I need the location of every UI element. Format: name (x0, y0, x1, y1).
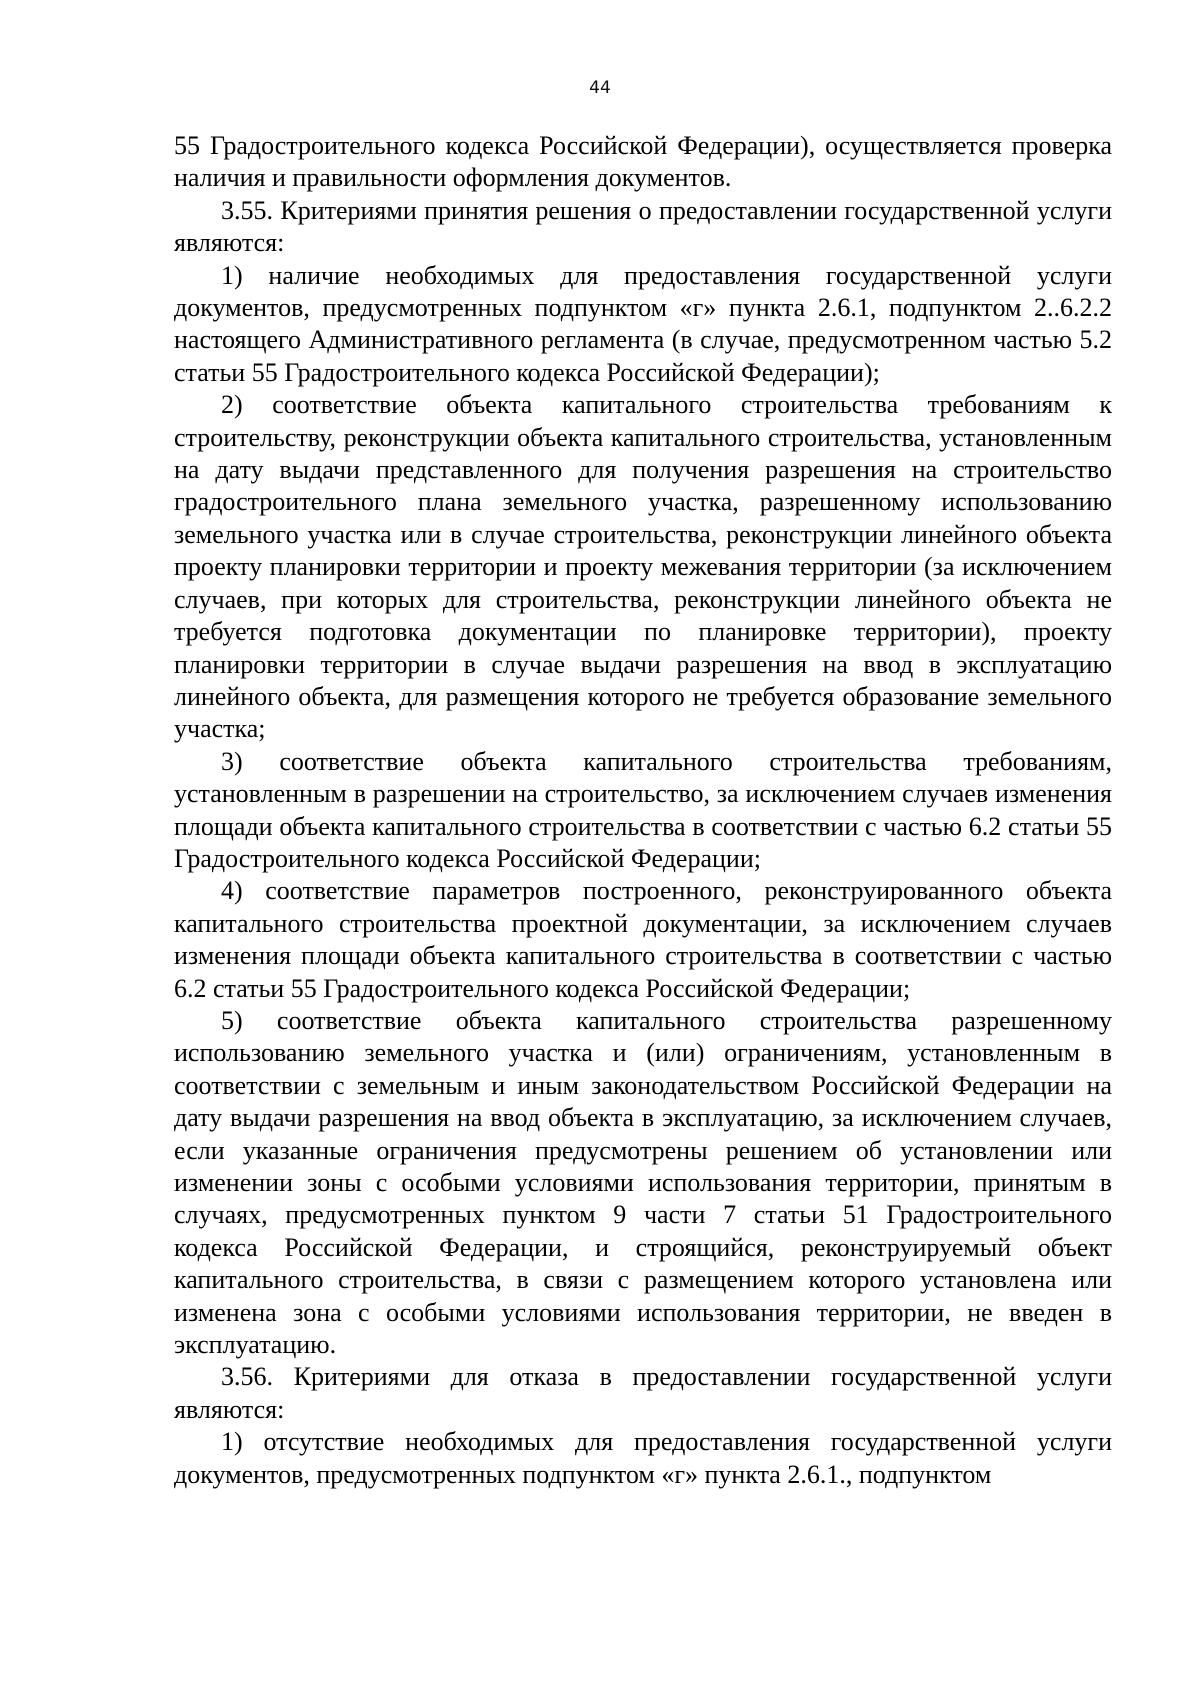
paragraph-3-56-heading: 3.56. Критериями для отказа в предоставлении государственной услуги являются: (174, 1362, 1112, 1424)
paragraph-3-55-heading: 3.55. Критериями принятия решения о предоставлении государственной услуги являются: (174, 195, 1112, 258)
paragraph-continuation: 55 Градостроительного кодекса Российской Федерации), осуществляется проверка наличия и правильности оформления документов. (174, 131, 1112, 193)
paragraph-3-55-item-5: 5) соответствие объекта капитального строительства разрешенному использованию земельного участка и (или) ограничениям, установленным в соответствии с земельным и иным законодательством Российской Федерации на дату выдачи разрешения на ввод объекта в эксплуатацию, за исключением случаев, если указанные ограничения предусмотрены решением об установлении или изменении зоны с особыми условиями использования территории, принятым в случаях, предусмотренных пунктом 9 части 7 статьи 51 Градостроительного кодекса Российской Федерации, и строящийся, реконструируемый объект капитального строительства, в связи с размещением которого установлена или изменена зона с особыми условиями использования территории, не введен в эксплуатацию. (174, 1005, 1112, 1360)
paragraph-3-55-item-4: 4) соответствие параметров построенного, реконструированного объекта капитального строительства проектной документации, за исключением случаев изменения площади объекта капитального строительства в соответствии с частью 6.2 статьи 55 Градостроительного кодекса Российской Федерации; (174, 876, 1112, 1003)
paragraph-3-55-item-1: 1) наличие необходимых для предоставления государственной услуги документов, предусмотренных подпунктом «г» пункта 2.6.1, подпунктом 2..6.2.2 настоящего Административного регламента (в случае, предусмотренном частью 5.2 статьи 55 Градостроительного кодекса Российской Федерации); (174, 260, 1112, 387)
page-number: 44 (589, 78, 611, 98)
paragraph-3-55-item-2: 2) соответствие объекта капитального строительства требованиям к строительству, реконструкции объекта капитального строительства, установленным на дату выдачи представленного для получения разрешения на строительство градостроительного плана земельного участка, разрешенному использованию земельного участка или в случае строительства, реконструкции линейного объекта проекту планировки территории и проекту межевания территории (за исключением случаев, при которых для строительства, реконструкции линейного объекта не требуется подготовка документации по планировке территории), проекту планировки территории в случае выдачи разрешения на ввод в эксплуатацию линейного объекта, для размещения которого не требуется образование земельного участка; (174, 390, 1112, 744)
document-body (174, 130, 1112, 1491)
paragraph-3-56-item-1: 1) отсутствие необходимых для предоставления государственной услуги документов, предусмотренных подпунктом «г» пункта 2.6.1., подпунктом (174, 1427, 1112, 1489)
paragraph-3-55-item-3: 3) соответствие объекта капитального строительства требованиям, установленным в разрешении на строительство, за исключением случаев изменения площади объекта капитального строительства в соответствии с частью 6.2 статьи 55 Градостроительного кодекса Российской Федерации; (174, 746, 1112, 873)
